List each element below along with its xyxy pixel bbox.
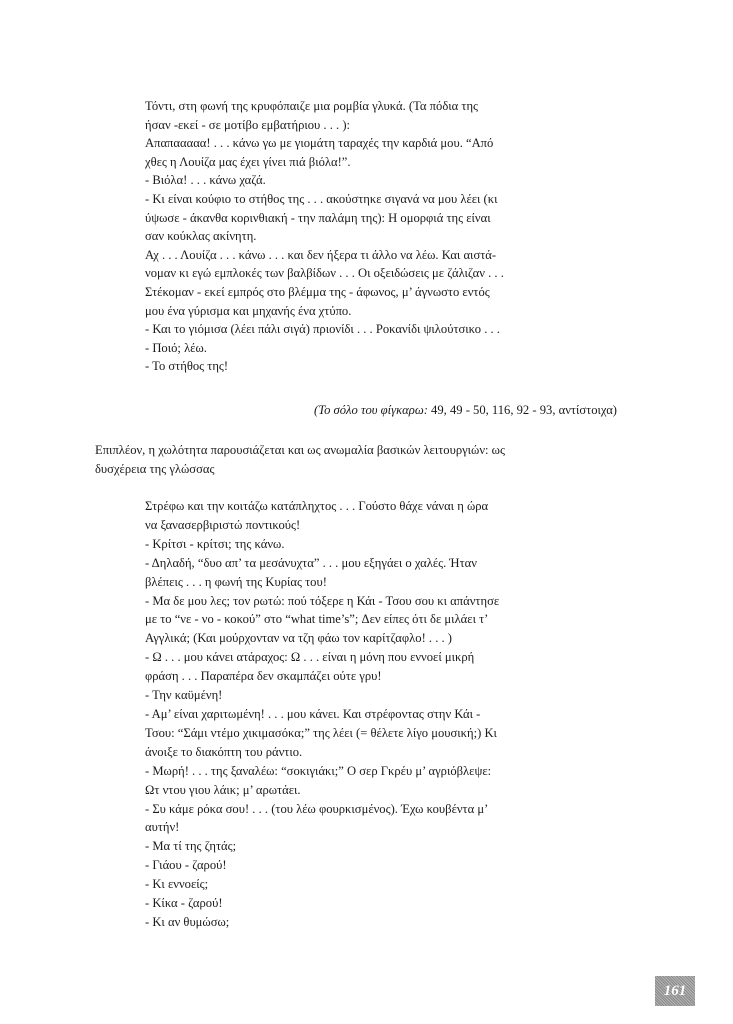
text-line: - Την καϋμένη! (145, 688, 223, 703)
text-line: - Μα δε μου λες; τον ρωτώ: πού τόξερε η Κάι - Τσου σου κι απάντησε (145, 593, 500, 608)
text-line: ήσαν -εκεί - σε μοτίβο εμβατήριου . . . ): (145, 117, 351, 132)
text-line: - Ποιό; λέω. (145, 340, 207, 355)
text-line: Αχ . . . Λουίζα . . . κάνω . . . και δεν ήξερα τι άλλο να λέω. Και αιστά- (145, 247, 497, 262)
text-line: Απαπααααα! . . . κάνω γω με γιομάτη ταραχές την καρδιά μου. “Από (145, 136, 494, 151)
text-line: - Κι αν θυμώσω; (145, 914, 230, 929)
text-line: - Κι εννοείς; (145, 877, 209, 892)
text-line: Τόντι, στη φωνή της κρυφόπαιζε μια ρομβία γλυκά. (Τα πόδια της (145, 99, 479, 113)
text-line: - Βιόλα! . . . κάνω χαζά. (145, 173, 266, 188)
dialogue-passage-2 (145, 497, 617, 932)
text-line: σαν κούκλας ακίνητη. (145, 229, 257, 244)
text-line: δυσχέρεια της γλώσσας (95, 461, 215, 476)
page-number: 161 (655, 976, 695, 1006)
text-line: Τσου: “Σάμι ντέμο χικιμασόκα;” της λέει (= θέλετε λίγο μουσική;) Κι (145, 725, 497, 740)
dialogue-passage-1 (145, 97, 617, 376)
text-line: - Κίκα - ζαρού! (145, 896, 223, 911)
text-line: με το “νε - νο - κοκού” στο “what time’s”; Δεν είπες ότι δε μιλάει τ’ (145, 612, 489, 627)
text-line: βλέπεις . . . η φωνή της Κυρίας του! (145, 574, 327, 589)
text-line: άνοιξε το διακόπτη του ράντιο. (145, 744, 303, 759)
text-line: φράση . . . Παραπέρα δεν σκαμπάζει ούτε γρυ! (145, 669, 382, 684)
text-line: - Κι είναι κούφιο το στήθος της . . . ακούστηκε σιγανά να μου λέει (κι (145, 191, 498, 206)
citation-refs: 49, 49 - 50, 116, 92 - 93, αντίστοιχα) (427, 403, 617, 417)
body-paragraph (95, 441, 690, 478)
text-line: να ξανασερβιριστώ ποντικούς! (145, 517, 301, 532)
text-line: - Κρίτσι - κρίτσι; της κάνω. (145, 536, 285, 551)
text-line: - Και το γιόμισα (λέει πάλι σιγά) πριονίδι . . . Ροκανίδι ψιλούτσικο . . . (145, 322, 500, 337)
text-line: μου ένα γύρισμα και μηχανής ένα χτύπο. (145, 303, 352, 318)
citation-title: (Το σόλο του φίγκαρω: (314, 403, 428, 417)
text-line: - Συ κάμε ρόκα σου! . . . (του λέω φουρκισμένος). Έχω κουβέντα μ’ (145, 801, 489, 816)
text-line: - Γιάου - ζαρού! (145, 858, 227, 873)
text-line: - Μωρή! . . . της ξαναλέω: “σοκιγιάκι;” Ο σερ Γκρέυ μ’ αγριόβλεψε: (145, 763, 492, 778)
text-line: Στέκομαν - εκεί εμπρός στο βλέμμα της - άφωνος, μ’ άγνωστο εντός (145, 284, 490, 299)
citation (145, 403, 617, 418)
text-line: - Μα τί της ζητάς; (145, 839, 237, 854)
text-line: - Ω . . . μου κάνει ατάραχος: Ω . . . είναι η μόνη που εννοεί μικρή (145, 650, 475, 665)
text-line: - Το στήθος της! (145, 359, 229, 374)
text-line: ύψωσε - άκανθα κορινθιακή - την παλάμη της): Η ομορφιά της είναι (145, 210, 491, 225)
text-line: αυτήν! (145, 820, 180, 835)
text-line: - Δηλαδή, “δυο απ’ τα μεσάνυχτα” . . . μου εξηγάει ο χαλές. Ήταν (145, 555, 477, 570)
text-line: Στρέφω και την κοιτάζω κατάπληχτος . . . Γούστο θάχε νάναι η ώρα (145, 499, 489, 513)
text-line: Ωτ ντου γιου λάικ; μ’ αρωτάει. (145, 782, 301, 797)
text-line: Επιπλέον, η χωλότητα παρουσιάζεται και ως ανωμαλία βασικών λειτουργιών: ως (95, 443, 505, 457)
text-line: Αγγλικά; (Και μούρχονταν να τζη φάω τον καρίτζαφλο! . . . ) (145, 631, 452, 646)
text-line: χθες η Λουίζα μας έχει γίνει πιά βιόλα!”. (145, 154, 351, 169)
text-line: - Αμ’ είναι χαριτωμένη! . . . μου κάνει. Και στρέφοντας στην Κάι - (145, 706, 481, 721)
text-line: νομαν κι εγώ εμπλοκές των βαλβίδων . . . Οι οξειδώσεις με ζάλιζαν . . . (145, 266, 504, 281)
